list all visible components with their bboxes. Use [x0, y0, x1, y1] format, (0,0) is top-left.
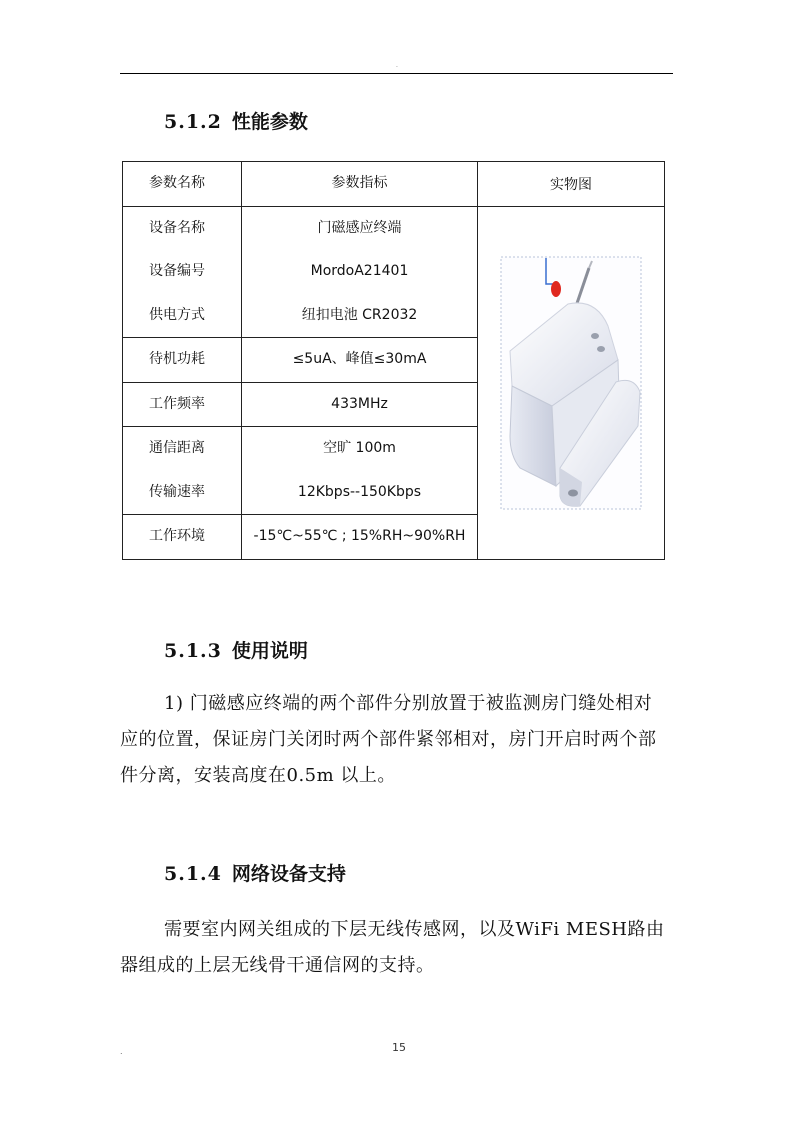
column-header-value: 参数指标 [331, 175, 388, 191]
section-number: 5.1.3 [164, 640, 222, 662]
param-value: 纽扣电池 CR2032 [301, 306, 418, 323]
usage-paragraph: 1) 门磁感应终端的两个部件分别放置于被监测房门缝处相对应的位置，保证房门关闭时两个部件紧邻相对，房门开启时两个部件分离，安装高度在0.5m 以上。 [120, 693, 657, 786]
section-number: 5.1.4 [164, 863, 222, 885]
spec-table [122, 161, 665, 560]
table-header-cell [478, 162, 665, 207]
table-cell [242, 206, 478, 338]
param-label: 传输速率 [149, 483, 205, 500]
table-cell [123, 382, 242, 427]
section-heading-5-1-3 [164, 636, 308, 663]
product-photo [500, 256, 642, 510]
table-header-cell [123, 162, 242, 207]
param-label: 工作环境 [149, 528, 205, 544]
section-title: 性能参数 [231, 111, 308, 133]
table-header-cell [242, 162, 478, 207]
param-label: 通信距离 [149, 440, 205, 456]
footer-mark: . [120, 1047, 123, 1056]
section-title: 使用说明 [231, 640, 308, 662]
param-label: 供电方式 [149, 306, 205, 323]
table-cell [242, 382, 478, 427]
table-row [123, 206, 665, 338]
table-cell [123, 427, 242, 515]
table-header-row [123, 162, 665, 207]
column-header-photo: 实物图 [550, 176, 592, 193]
door-sensor-image [500, 256, 642, 510]
section-heading-5-1-4 [164, 859, 346, 886]
section-title: 网络设备支持 [231, 863, 346, 885]
table-cell [242, 515, 478, 560]
param-value: 空旷 100m [323, 440, 396, 456]
table-cell [242, 427, 478, 515]
column-header-name: 参数名称 [149, 175, 205, 191]
param-value: 门磁感应终端 [317, 219, 402, 236]
section-number: 5.1.2 [164, 111, 222, 133]
param-value: -15℃~55℃ ; 15%RH~90%RH [253, 528, 466, 544]
param-label: 工作频率 [149, 395, 205, 412]
table-cell [123, 338, 242, 383]
param-value: MordoA21401 [310, 263, 409, 279]
network-support-paragraph: 需要室内网关组成的下层无线传感网，以及WiFi MESH路由器组成的上层无线骨干通信网的支持。 [120, 919, 665, 976]
product-photo-cell [478, 206, 665, 559]
header-rule [120, 73, 673, 74]
param-value: ≤5uA、峰值≤30mA [292, 351, 427, 367]
section-heading-5-1-2 [164, 107, 308, 134]
param-label: 待机功耗 [149, 351, 205, 367]
table-cell [123, 515, 242, 560]
param-value: 433MHz [331, 395, 388, 412]
table-cell [123, 206, 242, 338]
page-number: 15 [392, 1041, 406, 1054]
param-label: 设备名称 [149, 219, 205, 236]
param-label: 设备编号 [149, 263, 205, 279]
header-mark: . [396, 62, 398, 69]
table-cell [242, 338, 478, 383]
param-value: 12Kbps--150Kbps [297, 483, 422, 500]
